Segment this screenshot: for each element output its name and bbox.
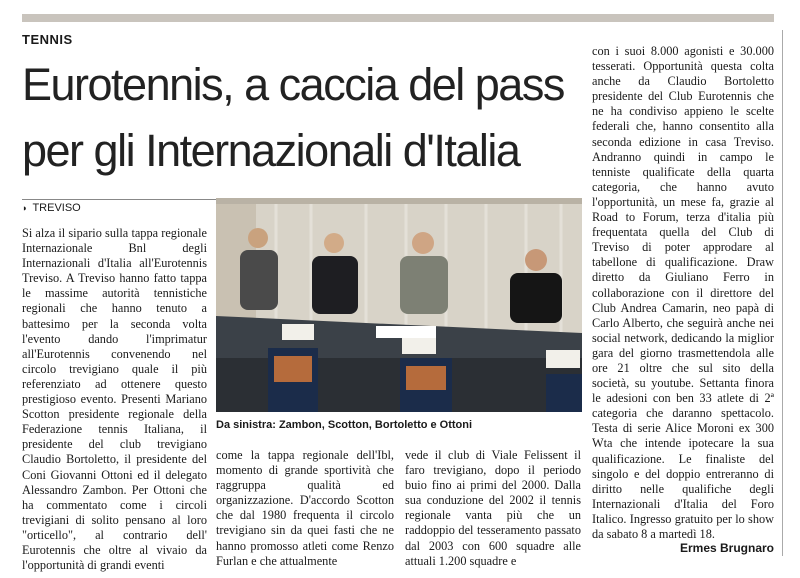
press-photo: [216, 198, 582, 412]
article-text: come la tappa regionale dell'Ibl, momento di grande sportività che raggruppa qualità ed organizzazione. D'accordo Scotton che dal 1980 frequenta il circolo trevigiano sin da quei fasti che ne hanno promosso atleti come Renzo Furlan e che attualmente: [216, 448, 394, 568]
article-column-1: [22, 226, 207, 573]
triangle-icon: ◗: [22, 203, 28, 213]
kicker-text: TREVISO: [32, 202, 81, 214]
article-text: vede il club di Viale Felissent il faro trevigiano, dopo il periodo buio fino ai primi del 2000. Dalla sua conduzione del 2002 il tennis regionale vanta più che un raddoppio del tesseramento passato dal 2003 con 600 squadre alle attuali 1.200 squadre e: [405, 448, 581, 568]
headline-line-2: per gli Internazionali d'Italia: [22, 125, 520, 176]
article-text: Si alza il sipario sulla tappa regionale Internazionale Bnl degli Internazionali d'Italia all'Eurotennis Treviso. A Treviso hanno fatto tappa le massime autorità tennistiche regionali che hanno tenuto a battesimo per la seconda volta l'evento dando l'imprimatur all'Eurotennis convenendo nel circolo trevigiano quale il più referenziato ad ottenere questo prestigioso evento. Presenti Mariano Scotton presidente regionale della Federazione tennis Italiana, il presidente del club trevigiano Claudio Bortoletto, il presidente del Coni Giovanni Ottoni ed il delegato Alessandro Zambon. Per Ottoni che ha commentato come i circoli trevigiani di solito pensano al loro "orticello", al contrario dell' Eurotennis che oltre al vivaio da l'opportunità di grandi eventi: [22, 226, 207, 573]
author-signature: Ermes Brugnaro: [679, 541, 774, 555]
article-column-2: [216, 448, 394, 569]
press-conference-image: [216, 198, 582, 412]
article-text: con i suoi 8.000 agonisti e 30.000 tesserati. Opportunità questa colta anche da Claudio Bortoletto presidente del Club Eurotennis che ne ha condiviso appieno le scelte federali che, hanno consentito alla seconda edizione in casa Treviso. Andranno quindi in campo le tenniste qualificate della quarta categoria, che hanno avuto l'opportunità, un mese fa, grazie al Road to Forum, terza d'italia più frequentata quella del Club di Treviso di poter approdare al tabellone di qualificazione. Draw diretto da Giuliano Ferro in collaborazione con il direttore del Club Andrea Camarin, neo papà di Carlo Alberto, che seguirà anche nei social network, dedicando la miglior gara del giorno trasmettendola alle ore 21 oltre che sul sito della società, su youtube. Settanta finora le adesioni con ben 33 atlete di 2ª categoria che daranno spettacolo. Testa di serie Alice Moroni ex 300 Wta che intende ipotecare la sua qualificazione. Le finaliste del singolo e del doppio entreranno di diritto nelle qualifiche degli Internazionali d'Italia del Foro Italico. Ingresso gratuito per lo show da sabato 8 a martedì 18.: [592, 44, 774, 541]
photo-caption: Da sinistra: Zambon, Scotton, Bortoletto e Ottoni: [216, 419, 473, 431]
headline-line-1: Eurotennis, a caccia del pass: [22, 59, 564, 110]
top-rule: [22, 14, 774, 22]
section-label: TENNIS: [22, 32, 73, 47]
article-column-4: [592, 44, 774, 542]
column-rule: [782, 30, 783, 556]
article-column-3: [405, 448, 581, 569]
location-kicker: [22, 202, 81, 214]
